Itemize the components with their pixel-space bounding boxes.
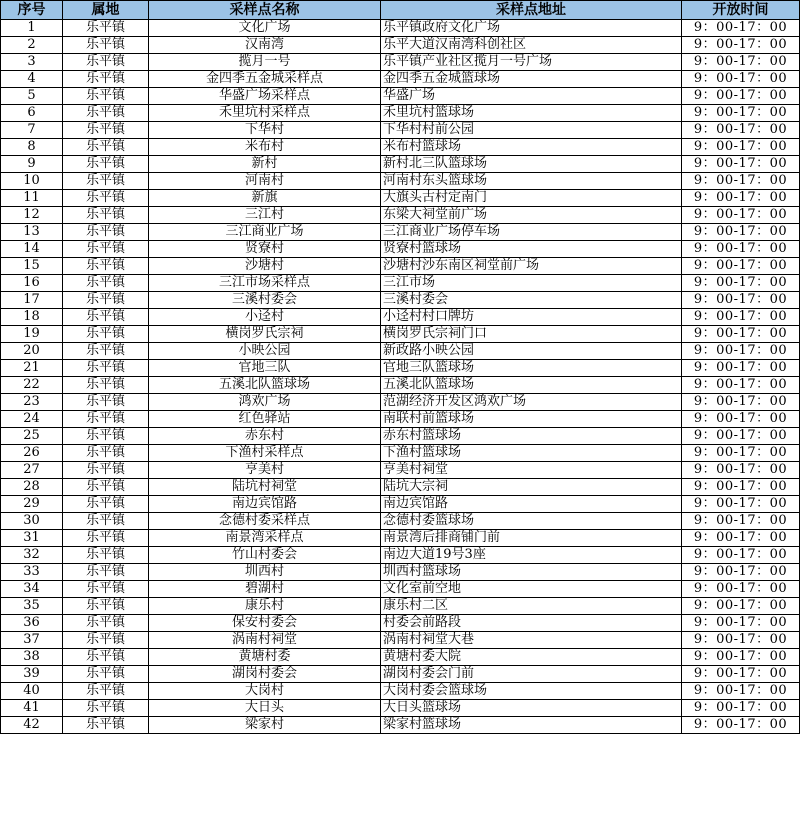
cell-jurisdiction: 乐平镇: [63, 54, 149, 71]
cell-site-name: 新旗: [149, 190, 381, 207]
cell-jurisdiction: 乐平镇: [63, 394, 149, 411]
header-site-name: 采样点名称: [149, 1, 381, 20]
cell-site-address: 大旗头古村定南门: [381, 190, 682, 207]
cell-opening-hours: 9：00-17：00: [682, 411, 800, 428]
cell-jurisdiction: 乐平镇: [63, 88, 149, 105]
cell-opening-hours: 9：00-17：00: [682, 445, 800, 462]
cell-index: 15: [1, 258, 63, 275]
cell-site-address: 沙塘村沙东南区祠堂前广场: [381, 258, 682, 275]
table-row: [1, 598, 800, 615]
cell-jurisdiction: 乐平镇: [63, 360, 149, 377]
cell-index: 28: [1, 479, 63, 496]
table-row: [1, 649, 800, 666]
table-row: [1, 207, 800, 224]
cell-opening-hours: 9：00-17：00: [682, 139, 800, 156]
cell-index: 14: [1, 241, 63, 258]
cell-site-address: 南联村前篮球场: [381, 411, 682, 428]
cell-jurisdiction: 乐平镇: [63, 717, 149, 734]
cell-site-name: 沙塘村: [149, 258, 381, 275]
cell-site-name: 三溪村委会: [149, 292, 381, 309]
cell-index: 38: [1, 649, 63, 666]
cell-site-address: 禾里坑村篮球场: [381, 105, 682, 122]
table-row: [1, 564, 800, 581]
cell-site-name: 碧湖村: [149, 581, 381, 598]
cell-site-address: 文化室前空地: [381, 581, 682, 598]
cell-site-address: 下华村村前公园: [381, 122, 682, 139]
cell-site-name: 大日头: [149, 700, 381, 717]
cell-index: 17: [1, 292, 63, 309]
cell-opening-hours: 9：00-17：00: [682, 649, 800, 666]
cell-site-address: 赤东村篮球场: [381, 428, 682, 445]
cell-site-name: 南边宾馆路: [149, 496, 381, 513]
cell-opening-hours: 9：00-17：00: [682, 105, 800, 122]
cell-opening-hours: 9：00-17：00: [682, 20, 800, 37]
cell-site-name: 贤寮村: [149, 241, 381, 258]
cell-site-address: 乐平大道汉南湾科创社区: [381, 37, 682, 54]
cell-site-name: 五溪北队篮球场: [149, 377, 381, 394]
cell-opening-hours: 9：00-17：00: [682, 122, 800, 139]
cell-site-name: 官地三队: [149, 360, 381, 377]
cell-jurisdiction: 乐平镇: [63, 20, 149, 37]
cell-site-name: 汉南湾: [149, 37, 381, 54]
cell-index: 9: [1, 156, 63, 173]
cell-site-address: 念德村委篮球场: [381, 513, 682, 530]
cell-index: 11: [1, 190, 63, 207]
cell-site-name: 大岗村: [149, 683, 381, 700]
cell-site-address: 三江商业广场停车场: [381, 224, 682, 241]
cell-site-name: 保安村委会: [149, 615, 381, 632]
table-body: [1, 20, 800, 734]
cell-index: 21: [1, 360, 63, 377]
cell-index: 35: [1, 598, 63, 615]
cell-index: 34: [1, 581, 63, 598]
cell-opening-hours: 9：00-17：00: [682, 190, 800, 207]
cell-opening-hours: 9：00-17：00: [682, 71, 800, 88]
cell-site-name: 红色驿站: [149, 411, 381, 428]
cell-site-address: 东梁大祠堂前广场: [381, 207, 682, 224]
cell-site-address: 亨美村祠堂: [381, 462, 682, 479]
cell-index: 37: [1, 632, 63, 649]
table-row: [1, 513, 800, 530]
cell-jurisdiction: 乐平镇: [63, 292, 149, 309]
table-row: [1, 683, 800, 700]
cell-index: 23: [1, 394, 63, 411]
cell-index: 24: [1, 411, 63, 428]
cell-site-address: 湖岗村委会门前: [381, 666, 682, 683]
cell-site-address: 乐平镇政府文化广场: [381, 20, 682, 37]
table-row: [1, 360, 800, 377]
cell-site-address: 三溪村委会: [381, 292, 682, 309]
table-row: [1, 156, 800, 173]
cell-index: 42: [1, 717, 63, 734]
cell-opening-hours: 9：00-17：00: [682, 394, 800, 411]
table-row: [1, 37, 800, 54]
cell-site-address: 黄塘村委大院: [381, 649, 682, 666]
cell-index: 32: [1, 547, 63, 564]
table-row: [1, 173, 800, 190]
cell-jurisdiction: 乐平镇: [63, 173, 149, 190]
cell-site-address: 康乐村二区: [381, 598, 682, 615]
table-row: [1, 88, 800, 105]
table-row: [1, 615, 800, 632]
cell-site-name: 康乐村: [149, 598, 381, 615]
cell-index: 30: [1, 513, 63, 530]
cell-jurisdiction: 乐平镇: [63, 309, 149, 326]
cell-opening-hours: 9：00-17：00: [682, 156, 800, 173]
cell-site-name: 新村: [149, 156, 381, 173]
cell-site-name: 小迳村: [149, 309, 381, 326]
cell-jurisdiction: 乐平镇: [63, 156, 149, 173]
cell-index: 40: [1, 683, 63, 700]
cell-opening-hours: 9：00-17：00: [682, 275, 800, 292]
cell-site-name: 黄塘村委: [149, 649, 381, 666]
cell-site-name: 河南村: [149, 173, 381, 190]
cell-opening-hours: 9：00-17：00: [682, 683, 800, 700]
cell-jurisdiction: 乐平镇: [63, 377, 149, 394]
table-row: [1, 462, 800, 479]
cell-jurisdiction: 乐平镇: [63, 190, 149, 207]
cell-site-address: 范湖经济开发区鸿欢广场: [381, 394, 682, 411]
cell-site-address: 涡南村祠堂大巷: [381, 632, 682, 649]
cell-jurisdiction: 乐平镇: [63, 632, 149, 649]
cell-index: 25: [1, 428, 63, 445]
cell-jurisdiction: 乐平镇: [63, 258, 149, 275]
cell-jurisdiction: 乐平镇: [63, 564, 149, 581]
table-row: [1, 241, 800, 258]
cell-site-name: 金四季五金城采样点: [149, 71, 381, 88]
cell-opening-hours: 9：00-17：00: [682, 581, 800, 598]
cell-index: 7: [1, 122, 63, 139]
cell-opening-hours: 9：00-17：00: [682, 173, 800, 190]
cell-site-name: 竹山村委会: [149, 547, 381, 564]
cell-site-name: 小映公园: [149, 343, 381, 360]
header-opening-hours: 开放时间: [682, 1, 800, 20]
cell-jurisdiction: 乐平镇: [63, 122, 149, 139]
cell-jurisdiction: 乐平镇: [63, 700, 149, 717]
cell-site-name: 三江商业广场: [149, 224, 381, 241]
table-row: [1, 343, 800, 360]
cell-jurisdiction: 乐平镇: [63, 275, 149, 292]
cell-opening-hours: 9：00-17：00: [682, 377, 800, 394]
cell-site-name: 文化广场: [149, 20, 381, 37]
cell-site-address: 大岗村委会篮球场: [381, 683, 682, 700]
cell-opening-hours: 9：00-17：00: [682, 207, 800, 224]
cell-index: 10: [1, 173, 63, 190]
cell-opening-hours: 9：00-17：00: [682, 513, 800, 530]
cell-opening-hours: 9：00-17：00: [682, 224, 800, 241]
cell-site-address: 南边大道19号3座: [381, 547, 682, 564]
cell-jurisdiction: 乐平镇: [63, 496, 149, 513]
cell-site-address: 横岗罗氏宗祠门口: [381, 326, 682, 343]
cell-index: 19: [1, 326, 63, 343]
cell-index: 16: [1, 275, 63, 292]
cell-opening-hours: 9：00-17：00: [682, 88, 800, 105]
cell-opening-hours: 9：00-17：00: [682, 37, 800, 54]
cell-index: 39: [1, 666, 63, 683]
table-row: [1, 666, 800, 683]
cell-index: 26: [1, 445, 63, 462]
cell-jurisdiction: 乐平镇: [63, 530, 149, 547]
cell-index: 13: [1, 224, 63, 241]
cell-site-name: 涡南村祠堂: [149, 632, 381, 649]
cell-jurisdiction: 乐平镇: [63, 411, 149, 428]
cell-site-address: 官地三队篮球场: [381, 360, 682, 377]
cell-site-name: 华盛广场采样点: [149, 88, 381, 105]
cell-opening-hours: 9：00-17：00: [682, 360, 800, 377]
cell-site-name: 念德村委采样点: [149, 513, 381, 530]
cell-opening-hours: 9：00-17：00: [682, 462, 800, 479]
table-row: [1, 20, 800, 37]
table-row: [1, 71, 800, 88]
cell-jurisdiction: 乐平镇: [63, 462, 149, 479]
cell-opening-hours: 9：00-17：00: [682, 496, 800, 513]
cell-opening-hours: 9：00-17：00: [682, 479, 800, 496]
cell-index: 33: [1, 564, 63, 581]
table-row: [1, 258, 800, 275]
cell-site-name: 下渔村采样点: [149, 445, 381, 462]
table-row: [1, 496, 800, 513]
table-row: [1, 632, 800, 649]
cell-opening-hours: 9：00-17：00: [682, 241, 800, 258]
cell-jurisdiction: 乐平镇: [63, 445, 149, 462]
cell-index: 36: [1, 615, 63, 632]
table-row: [1, 445, 800, 462]
table-row: [1, 581, 800, 598]
cell-opening-hours: 9：00-17：00: [682, 632, 800, 649]
cell-opening-hours: 9：00-17：00: [682, 547, 800, 564]
cell-jurisdiction: 乐平镇: [63, 683, 149, 700]
cell-index: 3: [1, 54, 63, 71]
cell-opening-hours: 9：00-17：00: [682, 564, 800, 581]
cell-site-name: 南景湾采样点: [149, 530, 381, 547]
cell-jurisdiction: 乐平镇: [63, 139, 149, 156]
cell-site-address: 陆坑大宗祠: [381, 479, 682, 496]
cell-opening-hours: 9：00-17：00: [682, 666, 800, 683]
cell-opening-hours: 9：00-17：00: [682, 717, 800, 734]
cell-site-name: 湖岗村委会: [149, 666, 381, 683]
table-row: [1, 326, 800, 343]
header-index: 序号: [1, 1, 63, 20]
cell-site-address: 梁家村篮球场: [381, 717, 682, 734]
table-row: [1, 292, 800, 309]
cell-opening-hours: 9：00-17：00: [682, 700, 800, 717]
cell-site-address: 新政路小映公园: [381, 343, 682, 360]
header-site-address: 采样点地址: [381, 1, 682, 20]
cell-site-name: 三江市场采样点: [149, 275, 381, 292]
cell-site-name: 梁家村: [149, 717, 381, 734]
cell-index: 4: [1, 71, 63, 88]
cell-jurisdiction: 乐平镇: [63, 666, 149, 683]
table-row: [1, 530, 800, 547]
cell-jurisdiction: 乐平镇: [63, 343, 149, 360]
table-row: [1, 547, 800, 564]
table-row: [1, 105, 800, 122]
cell-site-address: 三江市场: [381, 275, 682, 292]
cell-site-name: 陆坑村祠堂: [149, 479, 381, 496]
cell-site-address: 乐平镇产业社区揽月一号广场: [381, 54, 682, 71]
table-row: [1, 139, 800, 156]
cell-index: 1: [1, 20, 63, 37]
cell-jurisdiction: 乐平镇: [63, 326, 149, 343]
cell-jurisdiction: 乐平镇: [63, 598, 149, 615]
cell-index: 29: [1, 496, 63, 513]
cell-site-address: 南景湾后排商铺门前: [381, 530, 682, 547]
table-row: [1, 428, 800, 445]
cell-jurisdiction: 乐平镇: [63, 241, 149, 258]
table-row: [1, 700, 800, 717]
cell-index: 27: [1, 462, 63, 479]
cell-jurisdiction: 乐平镇: [63, 224, 149, 241]
cell-site-name: 亨美村: [149, 462, 381, 479]
cell-site-address: 下渔村篮球场: [381, 445, 682, 462]
table-row: [1, 54, 800, 71]
cell-jurisdiction: 乐平镇: [63, 547, 149, 564]
table-row: [1, 122, 800, 139]
table-row: [1, 394, 800, 411]
cell-site-name: 下华村: [149, 122, 381, 139]
cell-site-name: 三江村: [149, 207, 381, 224]
cell-opening-hours: 9：00-17：00: [682, 292, 800, 309]
cell-jurisdiction: 乐平镇: [63, 581, 149, 598]
cell-site-address: 米布村篮球场: [381, 139, 682, 156]
cell-index: 5: [1, 88, 63, 105]
cell-site-address: 华盛广场: [381, 88, 682, 105]
table-row: [1, 309, 800, 326]
cell-jurisdiction: 乐平镇: [63, 649, 149, 666]
cell-jurisdiction: 乐平镇: [63, 513, 149, 530]
cell-site-address: 河南村东头篮球场: [381, 173, 682, 190]
cell-site-name: 揽月一号: [149, 54, 381, 71]
cell-opening-hours: 9：00-17：00: [682, 530, 800, 547]
cell-index: 12: [1, 207, 63, 224]
cell-opening-hours: 9：00-17：00: [682, 258, 800, 275]
cell-index: 6: [1, 105, 63, 122]
cell-jurisdiction: 乐平镇: [63, 37, 149, 54]
cell-site-name: 赤东村: [149, 428, 381, 445]
cell-site-address: 金四季五金城篮球场: [381, 71, 682, 88]
cell-index: 2: [1, 37, 63, 54]
cell-jurisdiction: 乐平镇: [63, 479, 149, 496]
table-row: [1, 224, 800, 241]
cell-site-address: 新村北三队篮球场: [381, 156, 682, 173]
header-row: [1, 1, 800, 20]
cell-opening-hours: 9：00-17：00: [682, 309, 800, 326]
table-row: [1, 275, 800, 292]
table-row: [1, 190, 800, 207]
cell-site-address: 南边宾馆路: [381, 496, 682, 513]
cell-opening-hours: 9：00-17：00: [682, 598, 800, 615]
cell-opening-hours: 9：00-17：00: [682, 428, 800, 445]
cell-index: 20: [1, 343, 63, 360]
cell-site-address: 村委会前路段: [381, 615, 682, 632]
cell-jurisdiction: 乐平镇: [63, 105, 149, 122]
cell-jurisdiction: 乐平镇: [63, 207, 149, 224]
cell-site-name: 横岗罗氏宗祠: [149, 326, 381, 343]
cell-jurisdiction: 乐平镇: [63, 428, 149, 445]
cell-site-address: 五溪北队篮球场: [381, 377, 682, 394]
table-row: [1, 411, 800, 428]
cell-jurisdiction: 乐平镇: [63, 71, 149, 88]
cell-site-address: 大日头篮球场: [381, 700, 682, 717]
cell-index: 8: [1, 139, 63, 156]
cell-site-name: 鸿欢广场: [149, 394, 381, 411]
cell-site-name: 米布村: [149, 139, 381, 156]
table-row: [1, 479, 800, 496]
table-row: [1, 377, 800, 394]
cell-opening-hours: 9：00-17：00: [682, 326, 800, 343]
cell-index: 31: [1, 530, 63, 547]
table-row: [1, 717, 800, 734]
cell-site-address: 圳西村篮球场: [381, 564, 682, 581]
cell-site-name: 圳西村: [149, 564, 381, 581]
cell-index: 22: [1, 377, 63, 394]
cell-opening-hours: 9：00-17：00: [682, 54, 800, 71]
cell-opening-hours: 9：00-17：00: [682, 343, 800, 360]
cell-index: 18: [1, 309, 63, 326]
cell-site-address: 小迳村村口牌坊: [381, 309, 682, 326]
cell-site-name: 禾里坑村采样点: [149, 105, 381, 122]
header-jurisdiction: 属地: [63, 1, 149, 20]
cell-opening-hours: 9：00-17：00: [682, 615, 800, 632]
cell-site-address: 贤寮村篮球场: [381, 241, 682, 258]
cell-index: 41: [1, 700, 63, 717]
cell-jurisdiction: 乐平镇: [63, 615, 149, 632]
